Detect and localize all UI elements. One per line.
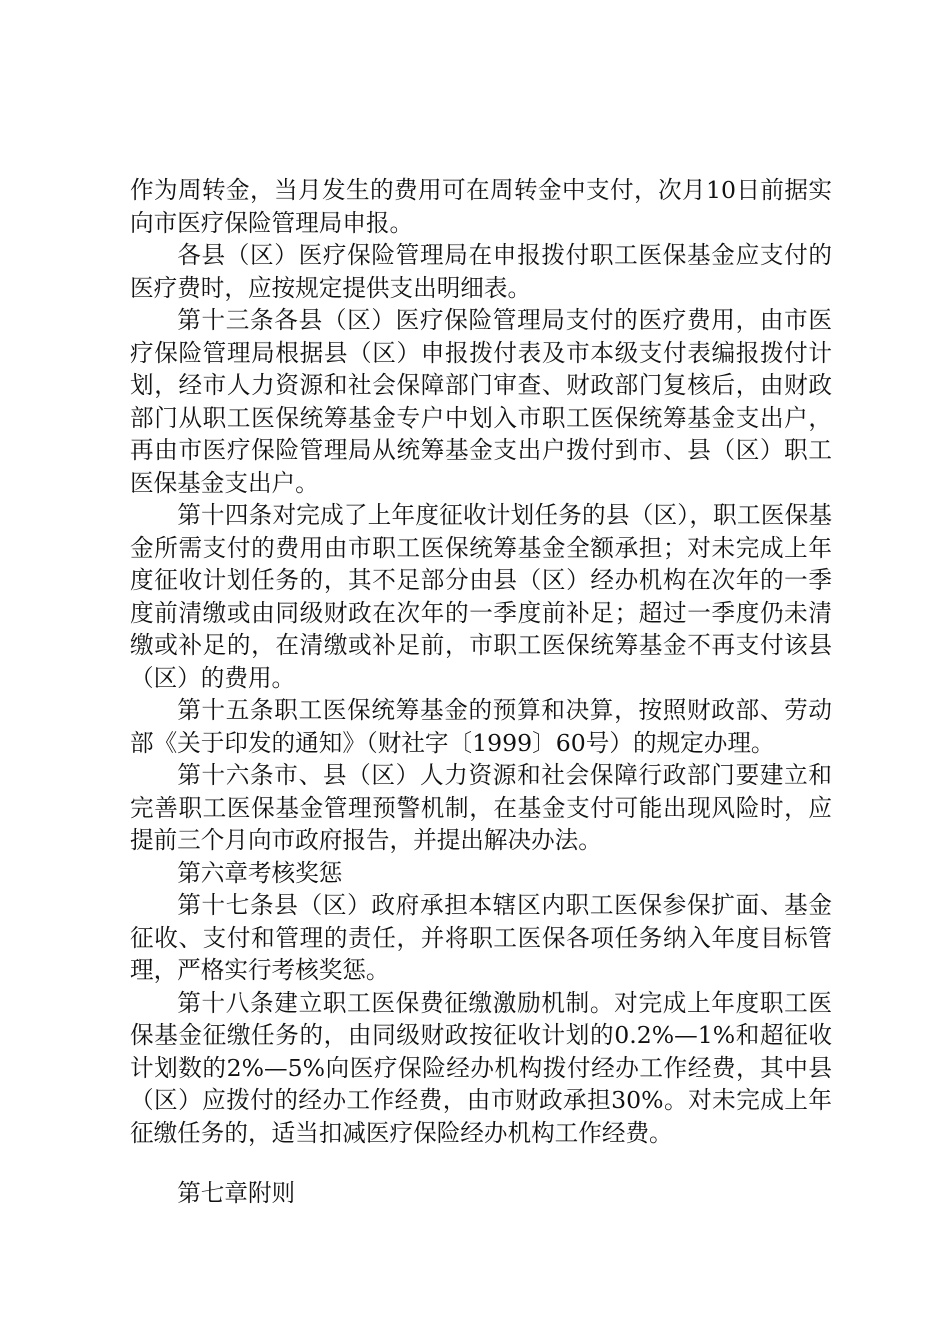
paragraph-1: 作为周转金，当月发生的费用可在周转金中支付，次月10日前据实向市医疗保险管理局申报。 (130, 176, 832, 237)
paragraph-2: 各县（区）医疗保险管理局在申报拨付职工医保基金应支付的医疗费时，应按规定提供支出明细表。 (130, 241, 832, 302)
article-18: 第十八条建立职工医保费征缴激励机制。对完成上年度职工医保基金征缴任务的，由同级财政按征收计划的0.2%—1%和超征收计划数的2%—5%向医疗保险经办机构拨付经办工作经费，其中县（区）应拨付的经办工作经费，由市财政承担30%。对未完成上年征缴任务的，适当扣减医疗保险经办机构工作经费。 (130, 988, 832, 1147)
article-14: 第十四条对完成了上年度征收计划任务的县（区），职工医保基金所需支付的费用由市职工医保统筹基金全额承担；对未完成上年度征收计划任务的，其不足部分由县（区）经办机构在次年的一季度前清缴或由同级财政在次年的一季度前补足；超过一季度仍未清缴或补足的，在清缴或补足前，市职工医保统筹基金不再支付该县（区）的费用。 (130, 501, 832, 692)
article-17: 第十七条县（区）政府承担本辖区内职工医保参保扩面、基金征收、支付和管理的责任，并将职工医保各项任务纳入年度目标管理，严格实行考核奖惩。 (130, 891, 832, 984)
article-15: 第十五条职工医保统筹基金的预算和决算，按照财政部、劳动部《关于印发的通知》（财社字〔1999〕60号）的规定办理。 (130, 696, 832, 757)
chapter-7-heading: 第七章附则 (177, 1179, 296, 1207)
chapter-6-heading: 第六章考核奖惩 (177, 858, 343, 887)
article-16: 第十六条市、县（区）人力资源和社会保障行政部门要建立和完善职工医保基金管理预警机制，在基金支付可能出现风险时，应提前三个月向市政府报告，并提出解决办法。 (130, 761, 832, 854)
document-body (130, 174, 832, 1210)
article-13: 第十三条各县（区）医疗保险管理局支付的医疗费用，由市医疗保险管理局根据县（区）申报拨付表及市本级支付表编报拨付计划，经市人力资源和社会保障部门审查、财政部门复核后，由财政部门从职工医保统筹基金专户中划入市职工医保统筹基金支出户，再由市医疗保险管理局从统筹基金支出户拨付到市、县（区）职工医保基金支出户。 (130, 306, 832, 497)
